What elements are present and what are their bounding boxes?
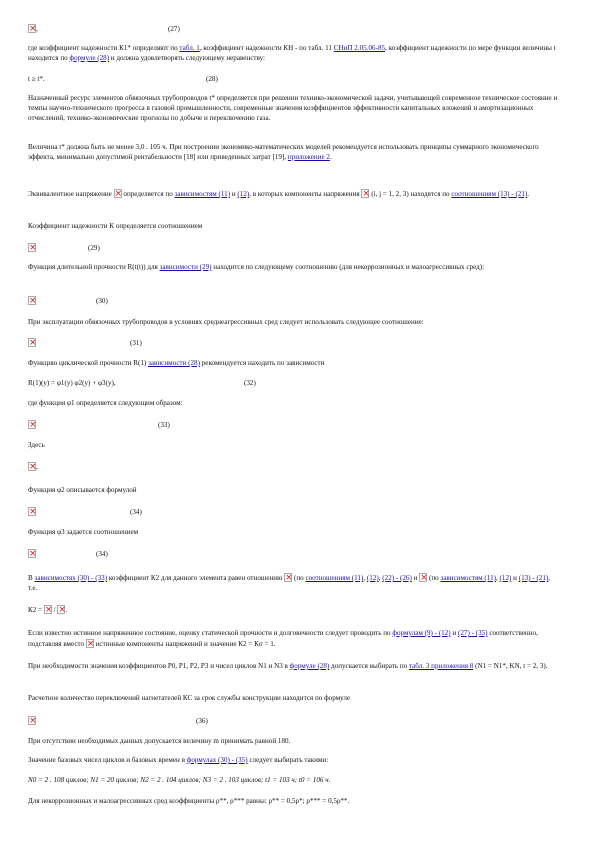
formula-33-image	[28, 420, 36, 431]
formula-34b-image	[28, 549, 36, 560]
formula-31-image	[28, 338, 36, 349]
link-relations-22-26[interactable]: (22) - (26)	[382, 574, 412, 582]
broken-image-icon	[28, 716, 36, 725]
formula-32-number: (32)	[244, 379, 256, 387]
formula-36-number: (36)	[196, 717, 208, 725]
link-table-3-appendix-8[interactable]: табл. 3 приложения 8	[408, 662, 474, 670]
link-dependencies-11[interactable]: зависимостям (11)	[440, 574, 496, 582]
formula-29-number: (29)	[88, 244, 100, 252]
broken-image-icon	[44, 605, 52, 614]
formula-32-text: R(1)(y) = φ1(y) φ2(y) + φ3(y),	[28, 379, 116, 387]
link-relations-13-21[interactable]: соотношениям (13) - (21)	[451, 190, 528, 198]
paragraph-long-term-strength: Функция длительной прочности R(t(t)) для зависимости (29) находится по следующему соотношению (для некоррозионных и малоагрессивных сред):	[28, 263, 485, 271]
link-dependency-12[interactable]: (12)	[237, 190, 250, 198]
paragraph-switching-count: Расчетное количество переключений нагнетателей КС за срок службы конструкции находится по формуле	[28, 694, 351, 702]
link-relations-13-21[interactable]: (13) - (21)	[518, 574, 549, 582]
paragraph-k2: В зависимостях (30) - (33) коэффициент К2 для данного элемента равен отношению × (по соотношениям (11), (12), (22) - (26) и × (по зависимостям (11), (12) и (13) - (21), т.е.	[28, 573, 559, 594]
paragraph-base-numbers: N0 = 2 . 108 циклов; N1 = 20 циклов; N2 = 2 . 104 циклов; N3 = 2 . 103 циклов; t1 = 103 ч; t0 = 106 ч.	[28, 776, 331, 784]
link-relations-11[interactable]: соотношениям (11)	[305, 574, 364, 582]
formula-31-number: (31)	[130, 339, 142, 347]
formula-27-number: (27)	[168, 25, 180, 33]
link-relations-12[interactable]: (12)	[366, 574, 379, 582]
broken-image-icon	[28, 549, 36, 558]
link-dependency-28[interactable]: зависимости (28)	[148, 359, 200, 367]
formula-28-number: (28)	[206, 75, 218, 83]
paragraph-base-values: Значение базовых чисел циклов и базовых времен в формулах (30) - (35) следует выбирать такими:	[28, 756, 329, 764]
paragraph-reliability-coefficients: где коэффициент надежности К1* определяют по табл. 1, коэффициент надежности КН - по табл. 11 СНиП 2.05.06-85, коэффициент надежности по мере функции величины t находится по формуле (28) и должна удовлетворять следующему неравенству:	[28, 44, 556, 62]
broken-image-icon	[28, 243, 36, 252]
formula-34b-number: (34)	[96, 550, 108, 558]
link-dependency-11[interactable]: зависимостям (11)	[174, 190, 231, 198]
paragraph-phi1: где функция φ1 определяется следующим образом:	[28, 399, 183, 407]
link-table-1[interactable]: табл. 1	[179, 44, 200, 52]
formula-34a-image	[28, 507, 36, 518]
formula-k2: К2 = × / × .	[28, 605, 67, 616]
formula-30-image	[28, 296, 36, 307]
paragraph-cyclic-strength: Функцию циклической прочности R(1) зависимости (28) рекомендуется находить по зависимости	[28, 359, 325, 367]
broken-image-icon	[28, 338, 36, 347]
link-dependency-29[interactable]: зависимости (29)	[159, 263, 212, 271]
formula-36-image	[28, 716, 36, 727]
broken-image-icon	[28, 420, 36, 429]
broken-image-icon	[28, 462, 36, 471]
paragraph-phi2: Функция φ2 описывается формулой	[28, 486, 137, 494]
broken-image-icon	[86, 639, 94, 648]
paragraph-rho: Для некоррозионных и малоагрессивных сред коэффициенты ρ**, ρ*** равны: ρ** = 0,5ρ*; ρ*** = 0,5ρ**.	[28, 797, 350, 805]
formula-29-image	[28, 243, 36, 254]
link-formula-28[interactable]: формуле (28)	[69, 53, 110, 62]
broken-image-icon	[361, 189, 369, 198]
link-snip[interactable]: СНиП 2.05.06-85	[333, 44, 386, 52]
formula-28-text: t ≥ t*.	[28, 75, 45, 83]
broken-image-icon	[28, 507, 36, 516]
broken-image-icon	[419, 573, 427, 582]
paragraph-equivalent-stress: Эквивалентное напряжение × определяется по зависимостям (11) и (12), в которых компоненты напряжения × (i, j = 1, 2, 3) находятся по соотношениям (13) - (21).	[28, 189, 559, 200]
formula-33-number: (33)	[158, 421, 170, 429]
formula-34a-number: (34)	[130, 508, 142, 516]
paragraph-service-life: Назначенный ресурс элементов обвязочных трубопроводов t* определяется при решении технико-экономической задачи, учитывающей современное техническое состояние и темпы научно-технического прогресса в газовой промышленности, современные значения коэффициентов эффективности капитальных вложений и амортизационных отчислений, технико-экономические прогнозы по добыче и переключению газа.	[28, 94, 558, 122]
link-formula-28b[interactable]: формуле (28)	[289, 662, 330, 670]
formula-here-image: ×,	[28, 462, 38, 473]
paragraph-service-life-value: Величина t* должна быть не менее 3,0 . 105 ч. При построении экономико-математических моделей рекомендуется использовать принципы суммарного экономического эффекта, минимально допустимой рентабельности [18] или приведенных затрат [19], приложение 2.	[28, 143, 539, 161]
broken-image-icon	[284, 573, 292, 582]
paragraph-coefficients-p: При необходимости значения коэффициентов P0, P1, P2, P3 и чисел циклов N1 и N3 в формуле (28) допускается выбирать по табл. 3 приложения 8 (N1 = N1*, KN, t = 2, 3).	[28, 662, 548, 670]
broken-image-icon	[114, 189, 122, 198]
paragraph-medium-aggressive: При эксплуатации обвязочных трубопроводов в условиях среднеагрессивных сред следует использовать следующее соотношение:	[28, 318, 424, 326]
broken-image-icon	[57, 605, 65, 614]
paragraph-true-stress: Если известно истинное напряженное состояние, оценку статической прочности и долговечности следует проводить по формулам (9) - (12) и (27) - (35) соответственно, подставляя вместо × истинные компоненты напряжений и значение К2 = Кσ = 1.	[28, 629, 559, 650]
link-formulas-30-35[interactable]: формулах (30) - (35)	[186, 756, 248, 764]
paragraph-here: Здесь	[28, 441, 45, 449]
link-appendix-2[interactable]: приложение 2	[287, 152, 330, 161]
broken-image-icon	[28, 296, 36, 305]
formula-30-number: (30)	[96, 297, 108, 305]
paragraph-m-default: При отсутствии необходимых данных допускается величину m принимать равной 180.	[28, 737, 291, 745]
link-dependencies-12[interactable]: (12)	[499, 574, 512, 582]
formula-27-image: ×,	[28, 24, 38, 35]
link-dependencies-30-33[interactable]: зависимостях (30) - (33)	[34, 574, 108, 582]
link-formulas-27-35[interactable]: (27) - (35)	[458, 629, 488, 637]
broken-image-icon	[28, 24, 36, 33]
paragraph-phi3: Функция φ3 задается соотношением	[28, 528, 139, 536]
paragraph-coefficient-k: Коэффициент надежности К определяется соотношением	[28, 222, 203, 230]
link-formulas-9-12[interactable]: формулам (9) - (12)	[392, 629, 451, 637]
